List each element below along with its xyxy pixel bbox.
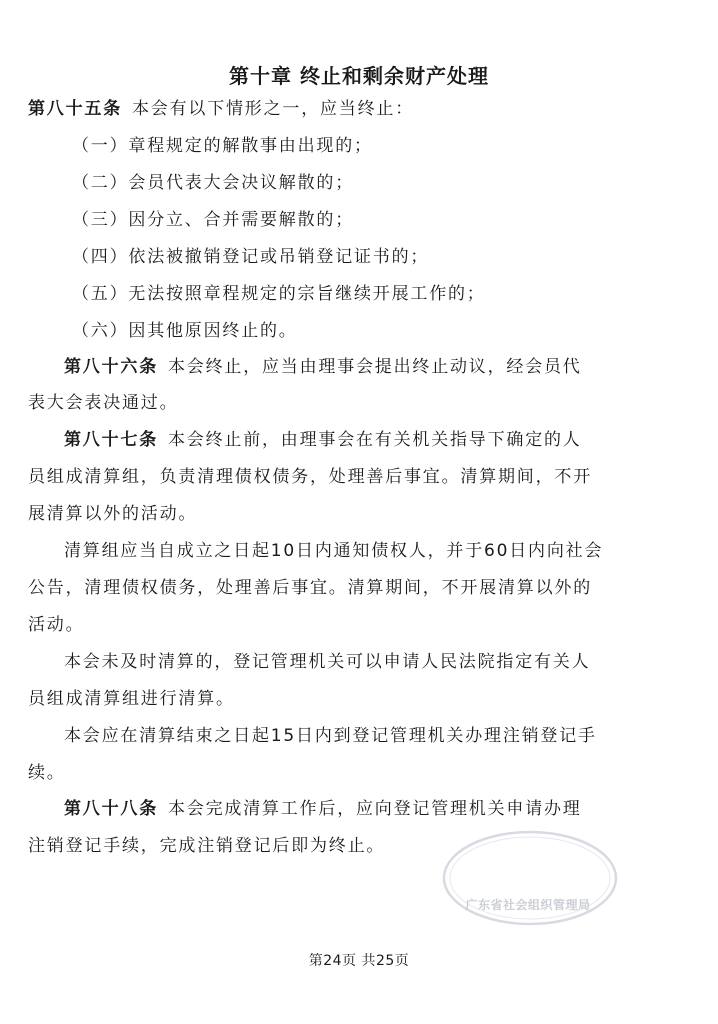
article-86-text: 本会终止，应当由理事会提出终止动议，经会员代 — [168, 357, 582, 377]
article-85-item-1: （一）章程规定的解散事由出现的； — [72, 136, 373, 156]
article-87-line-2: 员组成清算组，负责清理债权债务，处理善后事宜。清算期间，不开 — [28, 467, 592, 487]
paragraph-court-line-1: 本会未及时清算的，登记管理机关可以申请人民法院指定有关人 — [64, 652, 591, 672]
article-86-line-2: 表大会表决通过。 — [28, 393, 179, 413]
article-85-item-4: （四）依法被撤销登记或吊销登记证书的； — [72, 247, 430, 267]
official-seal-icon — [440, 828, 620, 928]
paragraph-liquidation-line-1: 清算组应当自成立之日起10日内通知债权人，并于60日内向社会 — [64, 541, 604, 561]
article-87-line-1 — [64, 425, 694, 450]
article-85-item-3: （三）因分立、合并需要解散的； — [72, 210, 354, 230]
article-85-line — [28, 94, 694, 119]
article-85-item-5: （五）无法按照章程规定的宗旨继续开展工作的； — [72, 284, 486, 304]
article-88-text: 本会完成清算工作后，应向登记管理机关申请办理 — [168, 799, 582, 819]
article-88-line-1 — [64, 794, 694, 819]
article-86-label: 第八十六条 — [64, 357, 158, 377]
page-number-footer: 第24页 共25页 — [308, 953, 410, 969]
seal-text: 广东省社会组织管理局 — [465, 898, 591, 912]
article-88-line-2: 注销登记手续，完成注销登记后即为终止。 — [28, 836, 386, 856]
paragraph-liquidation-line-3: 活动。 — [28, 615, 85, 635]
article-85-item-6: （六）因其他原因终止的。 — [72, 321, 298, 341]
article-87-line-3: 展清算以外的活动。 — [28, 504, 198, 524]
article-87-label: 第八十七条 — [64, 430, 158, 450]
paragraph-court-line-2: 员组成清算组进行清算。 — [28, 689, 235, 709]
paragraph-deregister-line-2: 续。 — [28, 763, 66, 783]
article-85-item-2: （二）会员代表大会决议解散的； — [72, 173, 354, 193]
article-86-line-1 — [64, 352, 694, 377]
article-87-text: 本会终止前，由理事会在有关机关指导下确定的人 — [168, 430, 582, 450]
paragraph-deregister-line-1: 本会应在清算结束之日起15日内到登记管理机关办理注销登记手 — [64, 726, 597, 746]
article-88-label: 第八十八条 — [64, 799, 158, 819]
paragraph-liquidation-line-2: 公告，清理债权债务，处理善后事宜。清算期间，不开展清算以外的 — [28, 578, 592, 598]
article-85-label: 第八十五条 — [28, 99, 122, 119]
article-85-text: 本会有以下情形之一，应当终止： — [132, 99, 414, 119]
chapter-title: 第十章 终止和剩余财产处理 — [229, 64, 489, 88]
